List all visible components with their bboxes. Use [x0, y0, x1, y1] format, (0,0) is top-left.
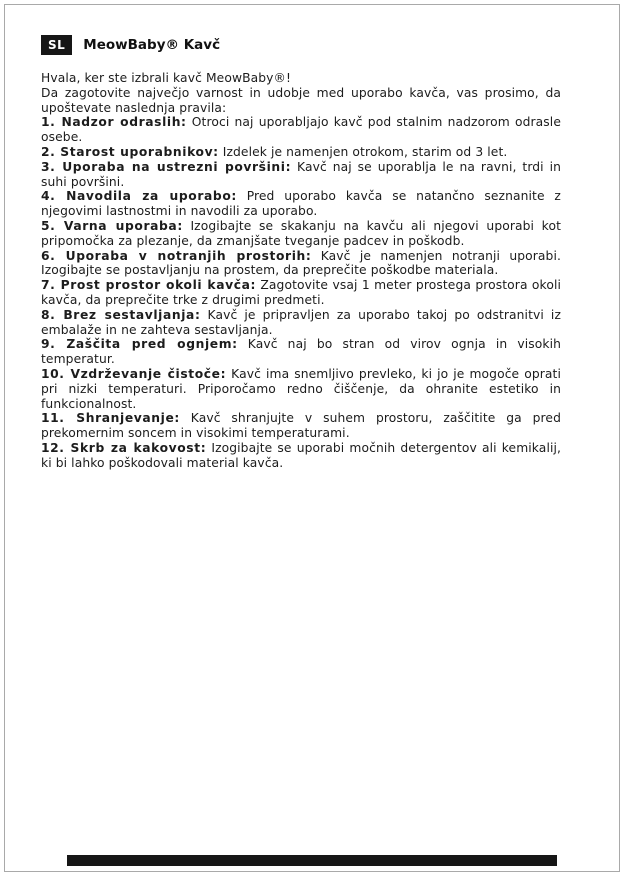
rule-label: 3. Uporaba na ustrezni površini: [41, 159, 292, 174]
rule-item [41, 189, 561, 219]
rule-text: Kavč naj se uporablja le na ravni, trdi in suhi površini. [41, 159, 561, 189]
body-text [41, 71, 561, 471]
rule-text: Kavč je pripravljen za uporabo takoj po odstranitvi iz embalaže in ne zahteva sestavljanja. [41, 307, 561, 337]
rule-item [41, 115, 561, 145]
language-badge: SL [41, 35, 72, 55]
rule-item [41, 308, 561, 338]
rule-label: 5. Varna uporaba: [41, 218, 183, 233]
page-title: MeowBaby® Kavč [83, 37, 221, 53]
rule-label: 8. Brez sestavljanja: [41, 307, 201, 322]
document-header [41, 35, 585, 55]
rule-label: 9. Zaščita pred ognjem: [41, 337, 238, 352]
rule-label: 6. Uporaba v notranjih prostorih: [41, 248, 312, 263]
rule-text: Otroci naj uporabljajo kavč pod stalnim nadzorom odrasle osebe. [41, 115, 561, 145]
rule-item [41, 145, 561, 160]
rule-label: 11. Shranjevanje: [41, 411, 180, 426]
document-page [4, 4, 620, 872]
footer-bar [67, 855, 557, 866]
page-content [5, 5, 619, 471]
rule-label: 1. Nadzor odraslih: [41, 115, 187, 130]
rule-label: 7. Prost prostor okoli kavča: [41, 278, 257, 293]
rule-text: Kavč ima snemljivo prevleko, ki jo je mogoče oprati pri nizki temperaturi. Priporočamo redno čiščenje, da ohranite estetiko in funkcionalnost. [41, 366, 561, 411]
rule-label: 10. Vzdrževanje čistoče: [41, 366, 227, 381]
rule-item [41, 278, 561, 308]
rule-item [41, 411, 561, 441]
rule-text: Izdelek je namenjen otrokom, starim od 3 let. [218, 144, 508, 159]
rule-text: Kavč shranjujte v suhem prostoru, zaščitite ga pred prekomernim soncem in visokimi temperaturami. [41, 411, 561, 441]
rule-item [41, 160, 561, 190]
rule-text: Izogibajte se uporabi močnih detergentov ali kemikalij, ki bi lahko poškodovali material kavča. [41, 440, 562, 470]
rule-item [41, 219, 561, 249]
rule-label: 4. Navodila za uporabo: [41, 189, 237, 204]
rule-text: Kavč je namenjen notranji uporabi. Izogibajte se postavljanju na prostem, da preprečite poškodbe materiala. [41, 248, 561, 278]
rule-item [41, 441, 561, 471]
rule-label: 12. Skrb za kakovost: [41, 440, 207, 455]
rule-text: Pred uporabo kavča se natančno seznanite z njegovimi lastnostmi in navodili za uporabo. [41, 189, 561, 219]
rule-text: Zagotovite vsaj 1 meter prostega prostora okoli kavča, da preprečite trke z drugimi predmeti. [41, 278, 561, 307]
rule-item [41, 367, 561, 411]
rule-label: 2. Starost uporabnikov: [41, 144, 219, 159]
intro-line-1: Hvala, ker ste izbrali kavč MeowBaby®! [41, 71, 291, 85]
intro-line-2: Da zagotovite največjo varnost in udobje med uporabo kavča, vas prosimo, da upoštevate naslednja pravila: [41, 85, 561, 115]
rule-item [41, 249, 561, 279]
rule-text: Kavč naj bo stran od virov ognja in visokih temperatur. [41, 337, 561, 367]
rule-text: Izogibajte se skakanju na kavču ali njegovi uporabi kot pripomočka za plezanje, da zmanjšate tveganje padcev in poškodb. [41, 218, 561, 248]
rule-item [41, 337, 561, 367]
